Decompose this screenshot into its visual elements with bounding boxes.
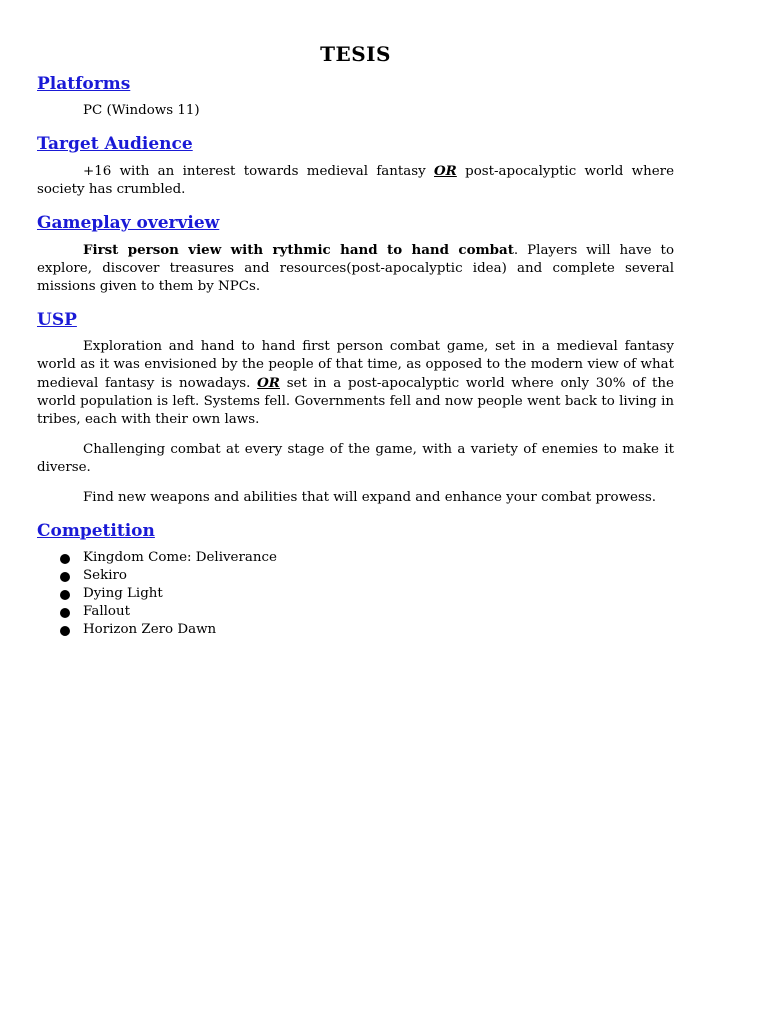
heading-target-audience[interactable]: Target Audience <box>37 134 193 154</box>
bullet-icon <box>60 590 70 600</box>
target-audience-paragraph <box>37 162 674 199</box>
bullet-icon <box>60 608 70 618</box>
list-item <box>37 603 674 621</box>
heading-usp[interactable]: USP <box>37 310 77 330</box>
document-page <box>37 40 674 639</box>
usp-paragraph-3: Find new weapons and abilities that will expand and enhance your combat prowess. <box>83 490 656 505</box>
usp-or: OR <box>257 375 280 391</box>
list-item-label: Kingdom Come: Deliverance <box>83 550 277 565</box>
target-audience-or: OR <box>434 163 457 179</box>
bullet-icon <box>60 626 70 636</box>
list-item <box>37 621 674 639</box>
platforms-text: PC (Windows 11) <box>83 103 200 118</box>
usp-p1-before: Exploration and hand to hand first person combat game, set in a medieval fantasy world as it was envisioned by the people of that time, as opposed to the modern view of what medieval fantasy is nowadays. <box>37 339 674 391</box>
heading-gameplay-overview[interactable]: Gameplay overview <box>37 213 220 233</box>
list-item-label: Horizon Zero Dawn <box>83 622 217 637</box>
list-item <box>37 585 674 603</box>
list-item-label: Fallout <box>83 604 130 619</box>
usp-p1-after: set in a post-apocalyptic world where only 30% of the world population is left. Systems fell. Governments fell and now people went back to living in tribes, each with their own laws. <box>37 376 674 427</box>
list-item <box>37 567 674 585</box>
usp-paragraph-1 <box>37 338 674 429</box>
document-title: TESIS <box>320 42 391 66</box>
target-audience-text-after: post-apocalyptic world where society has crumbled. <box>37 164 674 197</box>
bullet-icon <box>60 554 70 564</box>
list-item <box>37 549 674 567</box>
bullet-icon <box>60 572 70 582</box>
heading-competition[interactable]: Competition <box>37 521 155 541</box>
target-audience-text-before: +16 with an interest towards medieval fantasy <box>83 164 435 179</box>
gameplay-bold-lead: First person view with rythmic hand to hand combat <box>83 242 514 258</box>
gameplay-overview-paragraph <box>37 241 674 296</box>
list-item-label: Sekiro <box>83 568 127 583</box>
competition-list <box>37 549 674 639</box>
usp-paragraph-2: Challenging combat at every stage of the game, with a variety of enemies to make it diverse. <box>37 442 674 475</box>
list-item-label: Dying Light <box>83 586 163 601</box>
heading-platforms[interactable]: Platforms <box>37 74 131 94</box>
gameplay-text: . Players will have to explore, discover treasures and resources(post-apocalyptic idea) and complete several missions given to them by NPCs. <box>37 243 675 294</box>
